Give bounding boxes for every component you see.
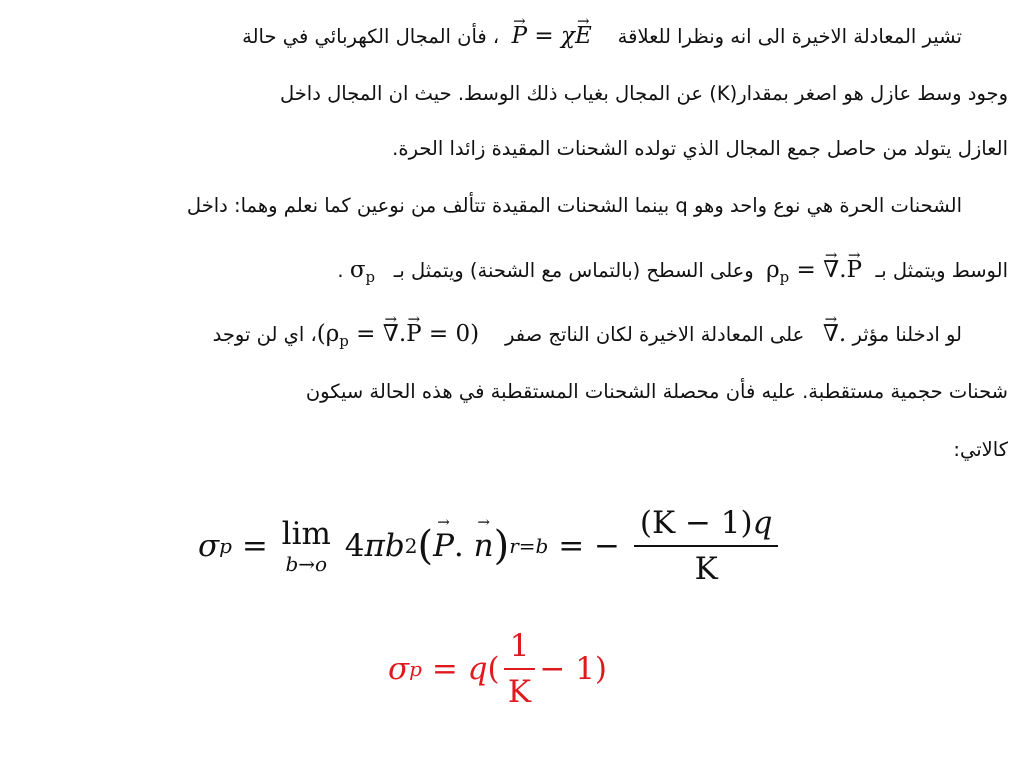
p3-l1-text-end: ، اي لن توجد [212, 323, 317, 346]
limit-operator: lim b→o [281, 515, 331, 576]
paragraph1-line3: العازل يتولد من حاصل جمع المجال الذي تولده الشحنات المقيدة زائدا الحرة. [392, 137, 1008, 160]
p1-l1-text: تشير المعادلة الاخيرة الى انه ونظرا للعلاقة [617, 25, 962, 48]
p2-l2-text-before: الوسط ويتمثل بـ [875, 259, 1008, 282]
equation-result: σ p = q ( $\frac{1}{K}$ − 1) [388, 628, 608, 710]
p1-relation-equation: → P = χ→ E [512, 23, 599, 49]
p3-l1-text-middle: على المعادلة الاخيرة لكان الناتج صفر [505, 323, 805, 346]
paragraph2-line1: الشحنات الحرة هي نوع واحد وهو q بينما الشحنات المقيدة تتألف من نوعين كما نعلم وهما: داخل [186, 194, 962, 217]
fraction-k: $\frac{(K - 1)q}{K}$ [634, 505, 779, 587]
paragraph2-line2 [10, 250, 1008, 290]
paragraph3-line1 [10, 314, 962, 354]
p2-l2-text-end: . [337, 259, 344, 282]
paragraph1-line2: وجود وسط عازل هو اصغر بمقدار(K) عن المجال بغياب ذلك الوسط. حيث ان المجال داخل [279, 82, 1008, 105]
p1-l1-text-after: ، فأن المجال الكهربائي في حالة [242, 25, 500, 48]
equation-surface-charge: σ p = lim b→o 4 π b 2 ( → P . → n ) r=b = − $\frac{(K - 1)q}{K}$ [198, 505, 782, 587]
paragraph3-line3: كالاتي: [953, 438, 1008, 461]
p3-operator-symbol: → ∇. [823, 321, 846, 347]
p2-l2-text-middle: وعلى السطح (بالتماس مع الشحنة) ويتمثل بـ [393, 259, 754, 282]
p3-zero-equation: ($\rho_p$ = → ∇.→ P = 0) [317, 321, 487, 347]
fraction-one-over-k: $\frac{1}{K}$ [504, 628, 536, 710]
result-tail: − 1) [539, 651, 608, 687]
p2-volume-charge-equation: $\rho_p$ = → ∇.→ P [766, 257, 869, 283]
p2-surface-charge-symbol: $\sigma_p$ [349, 257, 376, 287]
paragraph1-line1 [10, 16, 962, 56]
paragraph3-line2: شحنات حجمية مستقطبة. عليه فأن محصلة الشحنات المستقطبة في هذه الحالة سيكون [305, 380, 1008, 403]
p3-l1-text-before: لو ادخلنا مؤثر [852, 323, 962, 346]
